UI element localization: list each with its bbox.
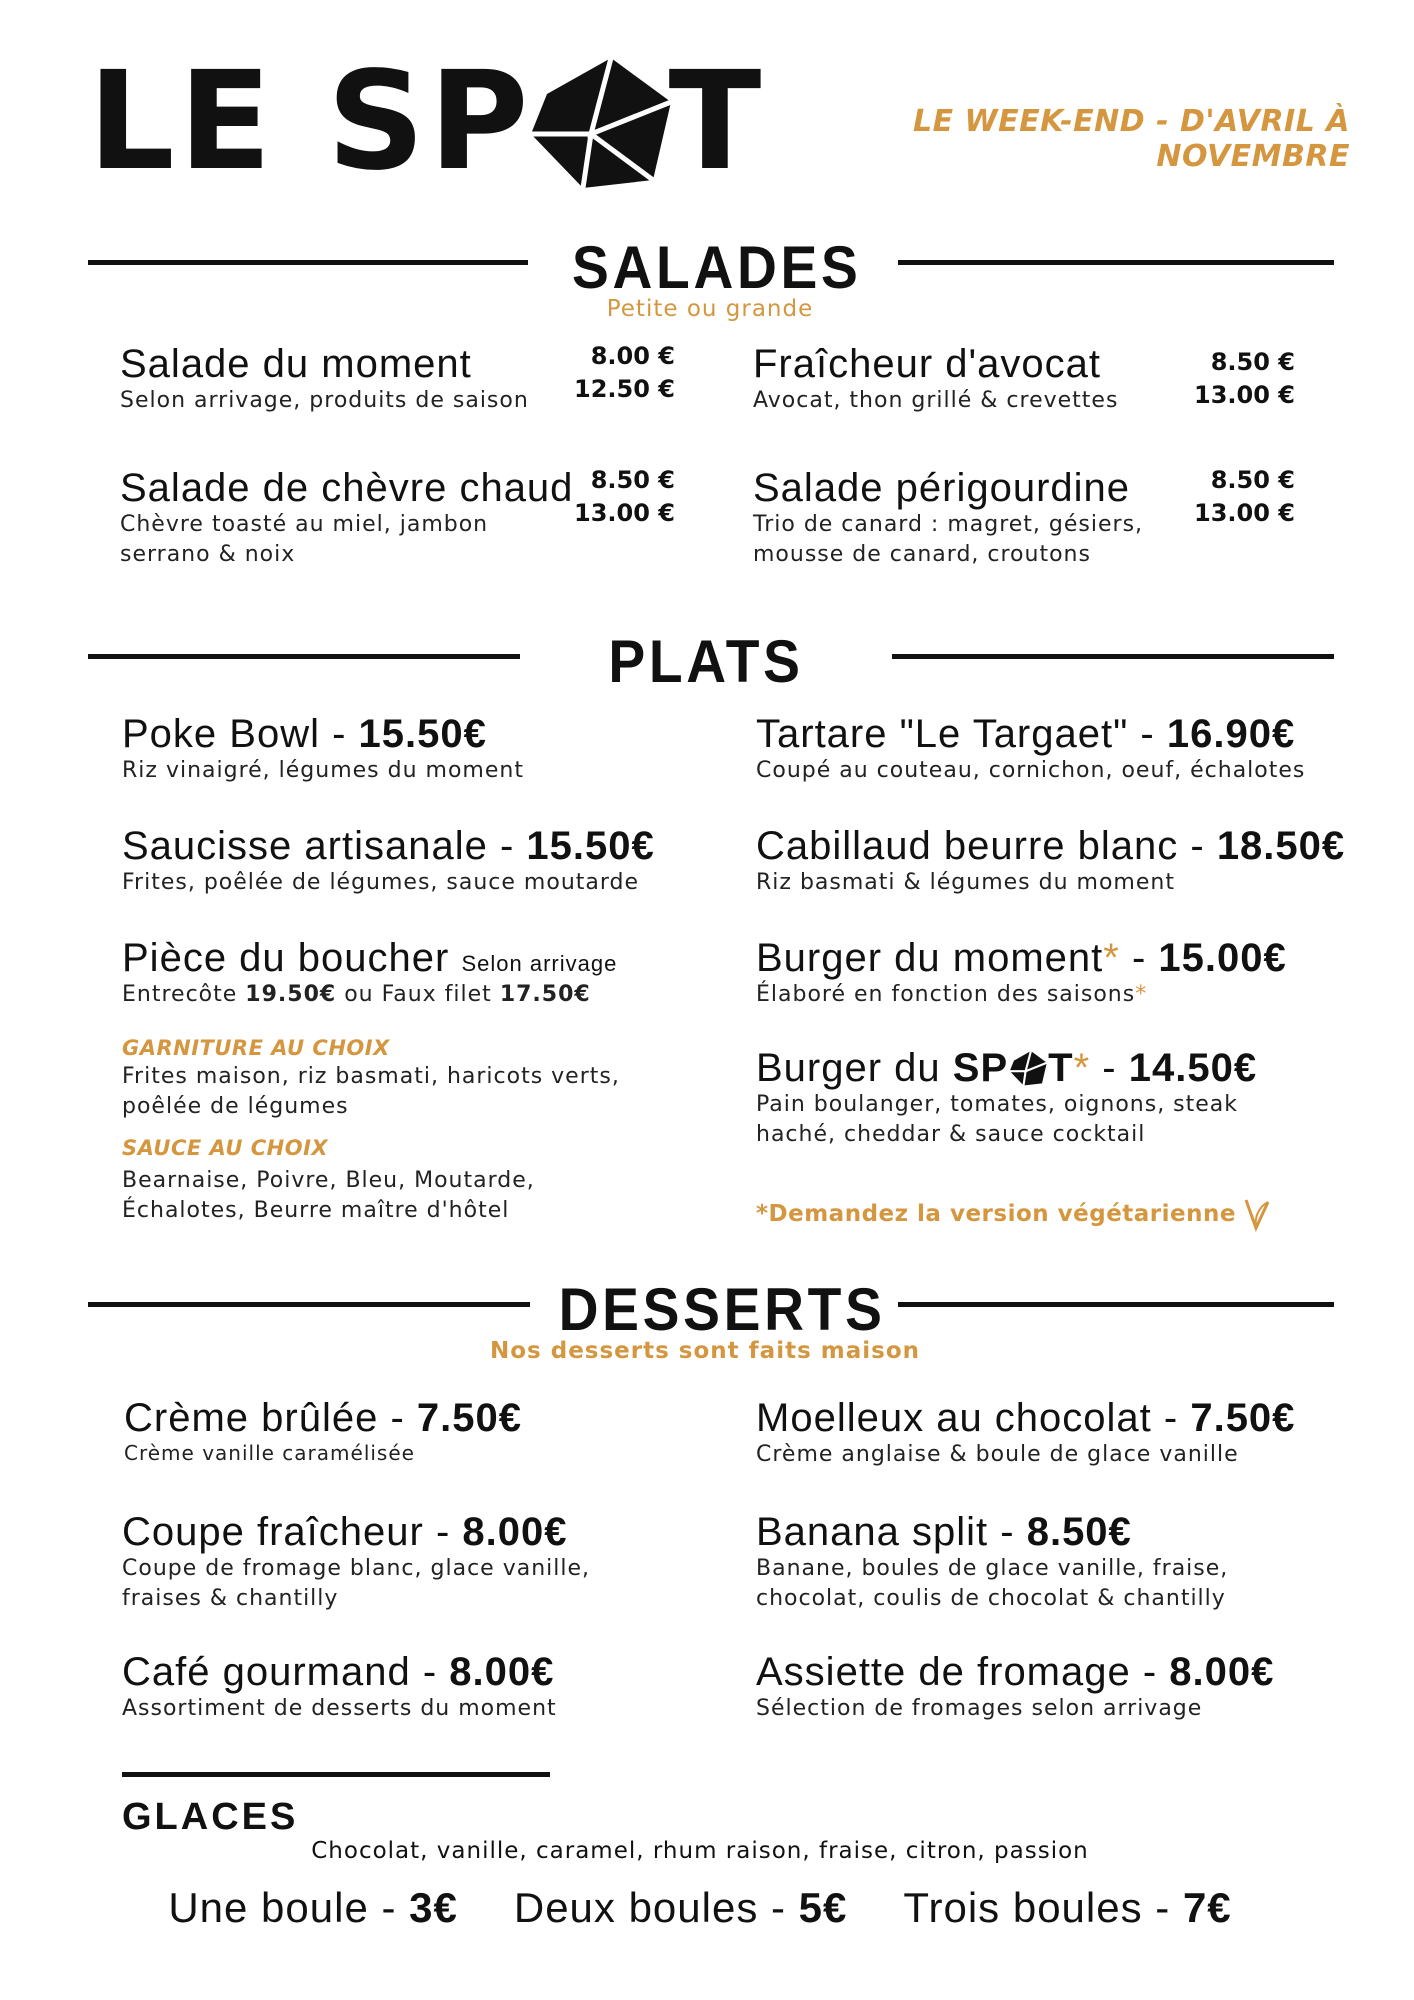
- item-name: Burger du: [756, 1046, 941, 1090]
- item-price: 15.00€: [1158, 936, 1287, 980]
- item-price: 8.00€: [449, 1650, 555, 1694]
- tagline: LE WEEK-END - D'AVRIL À NOVEMBRE: [913, 104, 1350, 174]
- salade-item: [120, 466, 573, 569]
- price-small: 8.50 €: [1210, 466, 1295, 494]
- logo: [88, 43, 766, 201]
- item-name: Crème brûlée: [124, 1396, 379, 1440]
- glace-price-item: [168, 1884, 458, 1932]
- sauce-line: Échalotes, Beurre maître d'hôtel: [122, 1197, 510, 1223]
- salade-item: [753, 342, 1118, 416]
- item-name: Cabillaud beurre blanc: [756, 824, 1179, 868]
- item-sep: -: [1090, 1046, 1129, 1090]
- plats-title: PLATS: [608, 628, 804, 695]
- item-name: Pièce du boucher: [122, 936, 450, 980]
- item-desc: Coupé au couteau, cornichon, oeuf, échalotes: [756, 758, 1306, 783]
- price-large: 12.50 €: [574, 375, 675, 404]
- glace-price: 5€: [798, 1884, 848, 1931]
- vegetarian-leaf-icon: [1242, 1196, 1272, 1232]
- item-price: 18.50€: [1216, 824, 1346, 868]
- dessert-item: [756, 1510, 1228, 1613]
- item-desc: Avocat, thon grillé & crevettes: [753, 388, 1119, 413]
- logo-gem-icon: [1008, 1050, 1048, 1086]
- glace-label: Une boule: [168, 1884, 369, 1931]
- item-desc: Riz vinaigré, légumes du moment: [122, 758, 524, 783]
- item-sep: -: [1119, 936, 1159, 980]
- garniture-line: Frites maison, riz basmati, haricots verts,: [122, 1064, 620, 1089]
- item-sep: -: [487, 824, 527, 868]
- item-desc: Crème vanille caramélisée: [124, 1441, 415, 1465]
- garniture-label: GARNITURE AU CHOIX: [122, 1036, 390, 1060]
- item-sep: -: [423, 1510, 463, 1554]
- plat-item: [122, 936, 617, 1010]
- item-desc: mousse de canard, croutons: [753, 541, 1091, 567]
- item-name: Saucisse artisanale: [122, 824, 488, 868]
- garniture-options: [122, 1062, 620, 1121]
- item-price: 8.00€: [1169, 1650, 1275, 1694]
- item-desc: haché, cheddar & sauce cocktail: [756, 1121, 1146, 1147]
- price-large: 13.00 €: [1194, 381, 1295, 410]
- logo-gem-icon: [525, 54, 675, 190]
- item-price: 7.50€: [416, 1396, 522, 1440]
- item-desc: Trio de canard : magret, gésiers,: [753, 512, 1144, 537]
- item-name: Moelleux au chocolat: [756, 1396, 1152, 1440]
- garniture-line: poêlée de légumes: [122, 1093, 349, 1119]
- salades-rule-right: [898, 260, 1334, 265]
- plats-rule-left: [88, 654, 520, 659]
- plat-item: [756, 712, 1305, 786]
- dessert-item: [124, 1396, 522, 1467]
- plats-rule-right: [892, 654, 1334, 659]
- item-note: Selon arrivage: [461, 951, 618, 976]
- item-name: Assiette de fromage: [756, 1650, 1131, 1694]
- item-desc: Élaboré en fonction des saisons: [756, 982, 1136, 1007]
- item-price: 14.50€: [1128, 1046, 1258, 1090]
- item-desc: Banane, boules de glace vanille, fraise,: [756, 1556, 1229, 1581]
- item-price: 17.50€: [499, 982, 591, 1007]
- item-sep: -: [1142, 1884, 1183, 1931]
- plat-item: [756, 1046, 1257, 1149]
- dessert-item: [756, 1650, 1274, 1724]
- item-desc: fraises & chantilly: [122, 1585, 339, 1611]
- salade-prices: [555, 340, 675, 406]
- item-desc: Coupe de fromage blanc, glace vanille,: [122, 1556, 590, 1581]
- item-name: Café gourmand: [122, 1650, 411, 1694]
- plat-item: [122, 712, 524, 786]
- item-name: Fraîcheur d'avocat: [753, 342, 1102, 386]
- item-sep: -: [410, 1650, 450, 1694]
- salade-prices: [1175, 464, 1295, 530]
- star-mark: *: [1073, 1046, 1091, 1090]
- plat-item: [756, 936, 1287, 1010]
- glace-price-item: [903, 1884, 1231, 1932]
- item-name: Salade de chèvre chaud: [120, 466, 574, 510]
- item-sep: -: [368, 1884, 410, 1931]
- item-desc: Frites, poêlée de légumes, sauce moutarde: [122, 870, 640, 895]
- price-small: 8.50 €: [1210, 348, 1295, 376]
- salades-title: SALADES: [572, 234, 862, 301]
- item-desc: Crème anglaise & boule de glace vanille: [756, 1442, 1239, 1467]
- glaces-flavors: Chocolat, vanille, caramel, rhum raison, fraise, citron, passion: [311, 1838, 1089, 1864]
- item-name: Banana split: [756, 1510, 989, 1554]
- item-desc: Pain boulanger, tomates, oignons, steak: [756, 1092, 1239, 1117]
- item-sep: -: [319, 712, 359, 756]
- salades-subtitle: Petite ou grande: [606, 296, 814, 322]
- item-price: 7.50€: [1190, 1396, 1296, 1440]
- price-large: 13.00 €: [1194, 499, 1295, 528]
- item-desc: Riz basmati & légumes du moment: [756, 870, 1175, 895]
- item-desc: chocolat, coulis de chocolat & chantilly: [756, 1585, 1226, 1611]
- glace-price-item: [514, 1884, 848, 1932]
- price-small: 8.00 €: [590, 342, 675, 370]
- item-desc: ou Faux filet: [344, 982, 492, 1007]
- sauce-line: Bearnaise, Poivre, Bleu, Moutarde,: [122, 1168, 535, 1193]
- glace-label: Trois boules: [903, 1884, 1143, 1931]
- mini-logo: [953, 1046, 1074, 1090]
- salade-item: [753, 466, 1143, 569]
- item-name: Salade périgourdine: [753, 466, 1131, 510]
- veg-note-row: [756, 1196, 1272, 1232]
- item-sep: -: [988, 1510, 1027, 1554]
- item-sep: -: [758, 1884, 799, 1931]
- item-price: 15.50€: [358, 712, 487, 756]
- item-price: 16.90€: [1166, 712, 1296, 756]
- item-name: Salade du moment: [120, 342, 472, 386]
- dessert-item: [122, 1650, 557, 1724]
- desserts-rule-left: [88, 1302, 530, 1307]
- item-sep: -: [1128, 712, 1167, 756]
- item-sep: -: [1130, 1650, 1170, 1694]
- item-price: 15.50€: [526, 824, 655, 868]
- glaces-rule: [122, 1772, 550, 1777]
- logo-text-right: T: [668, 43, 766, 201]
- salade-prices: [1175, 346, 1295, 412]
- item-price: 19.50€: [245, 982, 337, 1007]
- veg-note: *Demandez la version végétarienne: [756, 1201, 1236, 1227]
- price-large: 13.00 €: [574, 499, 675, 528]
- dessert-item: [756, 1396, 1295, 1470]
- sauce-options: [122, 1166, 535, 1225]
- item-sep: -: [1178, 824, 1217, 868]
- price-small: 8.50 €: [590, 466, 675, 494]
- item-desc: Selon arrivage, produits de saison: [120, 388, 529, 413]
- logo-text-left: LE SP: [88, 43, 533, 201]
- desserts-title: DESSERTS: [558, 1276, 886, 1343]
- mini-logo-text: T: [1048, 1046, 1074, 1090]
- glace-price: 3€: [409, 1884, 458, 1931]
- mini-logo-text: SP: [952, 1046, 1009, 1090]
- item-price: 8.00€: [462, 1510, 568, 1554]
- salade-prices: [555, 464, 675, 530]
- item-sep: -: [1151, 1396, 1191, 1440]
- glaces-prices: [150, 1884, 1250, 1932]
- glace-price: 7€: [1182, 1884, 1232, 1931]
- dessert-item: [122, 1510, 590, 1613]
- item-name: Coupe fraîcheur: [122, 1510, 424, 1554]
- item-desc: Entrecôte: [122, 982, 238, 1007]
- star-mark: *: [1103, 936, 1120, 980]
- item-desc: Sélection de fromages selon arrivage: [756, 1696, 1203, 1721]
- plat-item: [122, 824, 655, 898]
- star-mark: *: [1135, 982, 1148, 1007]
- item-price: 8.50€: [1026, 1510, 1132, 1554]
- desserts-rule-right: [898, 1302, 1334, 1307]
- item-desc: Assortiment de desserts du moment: [122, 1696, 557, 1721]
- item-name: Burger du moment: [756, 936, 1104, 980]
- item-sep: -: [378, 1396, 417, 1440]
- glace-label: Deux boules: [513, 1884, 759, 1931]
- desserts-subtitle: Nos desserts sont faits maison: [489, 1338, 921, 1364]
- salades-rule-left: [88, 260, 528, 265]
- item-name: Poke Bowl: [122, 712, 320, 756]
- sauce-label: SAUCE AU CHOIX: [122, 1136, 329, 1160]
- item-desc: Chèvre toasté au miel, jambon: [120, 512, 489, 537]
- plat-item: [756, 824, 1345, 898]
- item-name: Tartare "Le Targaet": [756, 712, 1129, 756]
- item-desc: serrano & noix: [120, 541, 296, 567]
- glaces-title: GLACES: [122, 1796, 299, 1838]
- salade-item: [120, 342, 529, 416]
